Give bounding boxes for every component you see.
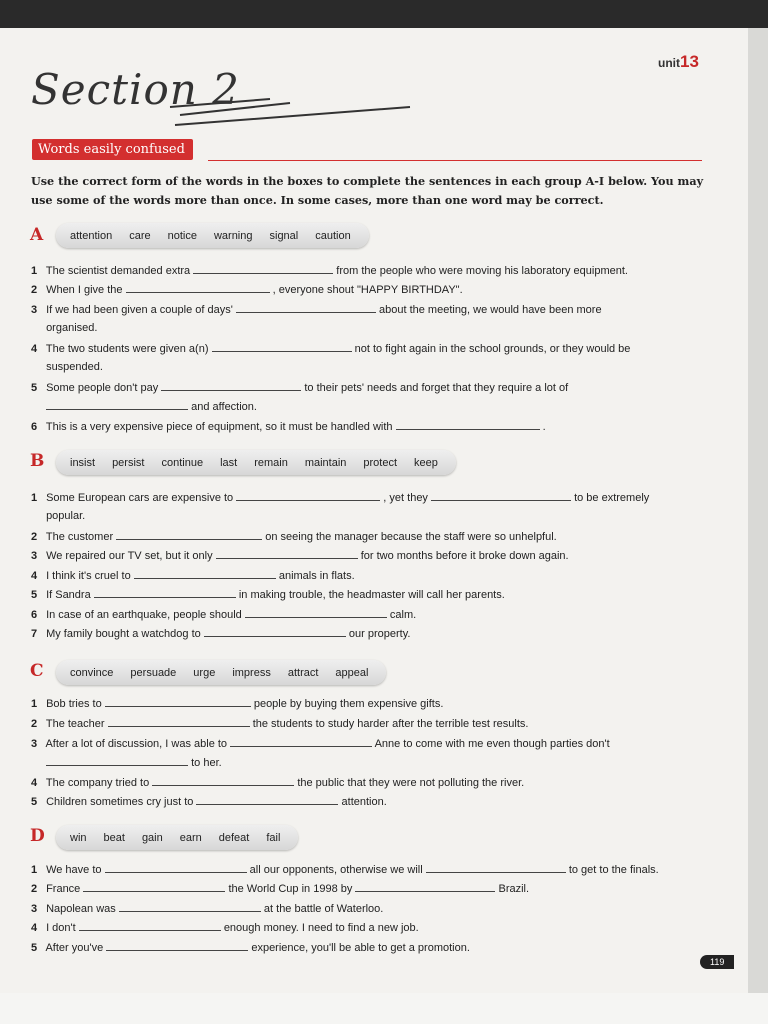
sentence-number: 1: [31, 492, 38, 504]
sentence-number: 5: [31, 589, 38, 601]
sentence-number: 6: [31, 609, 38, 621]
sentence-text: experience, you'll be able to get a promotion.: [251, 942, 470, 954]
sentence-text: Anne to come with me even though parties don't: [374, 738, 610, 750]
sentence-a1: [31, 264, 628, 278]
sentence-text: the World Cup in 1998 by: [228, 883, 353, 895]
sentence-text: Some European cars are expensive to: [46, 492, 234, 504]
sentence-a4: [31, 342, 630, 356]
answer-blank[interactable]: [152, 776, 294, 786]
sentence-text: , everyone shout "HAPPY BIRTHDAY".: [272, 284, 463, 296]
answer-blank[interactable]: [216, 549, 358, 559]
sentence-d1: [31, 863, 659, 877]
sentence-text: Brazil.: [498, 883, 530, 895]
sentence-number: 5: [31, 942, 38, 954]
answer-blank[interactable]: [161, 381, 301, 391]
word: continue: [161, 456, 204, 469]
sentence-text: attention.: [341, 796, 387, 808]
sentence-text: I think it's cruel to: [46, 570, 131, 582]
sentence-text: After you've: [45, 942, 104, 954]
sentence-text: the students to study harder after the terrible test results.: [252, 718, 529, 730]
sentence-number: 3: [31, 738, 38, 750]
sentence-number: 4: [31, 570, 38, 582]
answer-blank[interactable]: [126, 283, 270, 293]
answer-blank[interactable]: [79, 921, 221, 931]
sentence-number: 4: [31, 777, 38, 789]
answer-blank[interactable]: [46, 400, 188, 410]
group-letter-a: A: [30, 225, 44, 245]
sentence-text: and affection.: [191, 401, 257, 413]
sentence-text: After a lot of discussion, I was able to: [45, 738, 228, 750]
sentence-text: Some people don't pay: [46, 382, 159, 394]
sentence-b7: [31, 627, 410, 641]
sentence-text: not to fight again in the school grounds, or they would be: [354, 343, 631, 355]
sentence-text: about the meeting, we would have been more: [378, 304, 602, 316]
sentence-b2: [31, 530, 557, 544]
answer-blank[interactable]: [426, 863, 566, 873]
sentence-text: people by buying them expensive gifts.: [253, 698, 444, 710]
answer-blank[interactable]: [94, 588, 236, 598]
sentence-text: This is a very expensive piece of equipment, so it must be handled with: [45, 421, 393, 433]
sentence-text: If we had been given a couple of days': [46, 304, 233, 316]
sentence-text: The customer: [45, 531, 114, 543]
divider-rule: [208, 160, 702, 161]
sentence-text: My family bought a watchdog to: [46, 628, 201, 640]
word: persist: [112, 456, 145, 469]
answer-blank[interactable]: [116, 530, 262, 540]
page-edge: [748, 28, 768, 993]
sentence-text: calm.: [389, 609, 417, 621]
page-bottom-margin: [0, 993, 768, 1024]
answer-blank[interactable]: [230, 737, 372, 747]
sentence-number: 2: [31, 883, 38, 895]
word-box-d: [56, 825, 298, 850]
answer-blank[interactable]: [396, 420, 540, 430]
sentence-number: 2: [31, 531, 38, 543]
sentence-text: in making trouble, the headmaster will call her parents.: [238, 589, 505, 601]
sentence-text: at the battle of Waterloo.: [263, 903, 384, 915]
sentence-text: If Sandra: [46, 589, 91, 601]
word: earn: [179, 831, 202, 844]
word: defeat: [218, 831, 250, 844]
sentence-number: 2: [31, 284, 38, 296]
word: win: [70, 831, 87, 844]
group-letter-c: C: [30, 661, 44, 681]
sentence-c1: [31, 697, 443, 711]
topic-tag: Words easily confused: [32, 139, 193, 160]
answer-blank[interactable]: [193, 264, 333, 274]
sentence-b1-cont: [31, 510, 85, 523]
sentence-text: to be extremely: [574, 492, 650, 504]
sentence-text: The company tried to: [45, 777, 150, 789]
sentence-c4: [31, 776, 524, 790]
sentence-a4-cont: [31, 361, 103, 374]
unit-label: [658, 52, 699, 72]
instructions-text: Use the correct form of the words in the boxes to complete the sentences in each group A-I below. You may use some of the words more than once. In some cases, more than one word may be correct.: [31, 174, 704, 207]
sentence-number: 4: [31, 343, 38, 355]
answer-blank[interactable]: [245, 608, 387, 618]
word: appeal: [335, 666, 369, 679]
group-letter-b: B: [30, 451, 45, 471]
answer-blank[interactable]: [119, 902, 261, 912]
word: impress: [232, 666, 271, 679]
sentence-number: 3: [31, 550, 38, 562]
sentence-number: 6: [31, 421, 38, 433]
sentence-text: on seeing the manager because the staff were so unhelpful.: [265, 531, 557, 543]
sentence-text: enough money. I need to find a new job.: [223, 922, 419, 934]
sentence-number: 1: [31, 265, 38, 277]
word-box-c: [56, 660, 386, 685]
word: beat: [103, 831, 125, 844]
word: remain: [254, 456, 288, 469]
page-number: 119: [700, 955, 734, 969]
sentence-text: Napolean was: [46, 903, 116, 915]
word: protect: [363, 456, 398, 469]
sentence-c5: [31, 795, 387, 809]
sentence-number: 5: [31, 796, 38, 808]
sentence-d5: [31, 941, 470, 955]
sentence-text: organised.: [46, 322, 98, 334]
sentence-b6: [31, 608, 416, 622]
unit-number: 13: [680, 52, 699, 71]
sentence-text: to their pets' needs and forget that they require a lot of: [304, 382, 569, 394]
sentence-b3: [31, 549, 569, 563]
word: gain: [141, 831, 163, 844]
sentence-b5: [31, 588, 505, 602]
sentence-text: We have to: [46, 864, 102, 876]
sentence-text: The scientist demanded extra: [45, 265, 191, 277]
word: signal: [269, 229, 299, 242]
answer-blank[interactable]: [212, 342, 352, 352]
sentence-text: Children sometimes cry just to: [46, 796, 194, 808]
sentence-c3-cont: [31, 756, 222, 770]
sentence-text: to get to the finals.: [568, 864, 659, 876]
sentence-number: 5: [31, 382, 38, 394]
sentence-number: 3: [31, 903, 38, 915]
sentence-text: France: [46, 883, 81, 895]
sentence-number: 7: [31, 628, 38, 640]
word: attract: [287, 666, 319, 679]
sentence-text: popular.: [46, 510, 86, 522]
sentence-text: our property.: [348, 628, 411, 640]
sentence-text: , yet they: [383, 492, 428, 504]
answer-blank[interactable]: [204, 627, 346, 637]
sentence-c2: [31, 717, 528, 731]
answer-blank[interactable]: [196, 795, 338, 805]
sentence-a5-cont: [31, 400, 257, 414]
word: warning: [213, 229, 253, 242]
sentence-text: all our opponents, otherwise we will: [249, 864, 423, 876]
word: last: [220, 456, 238, 469]
group-letter-d: D: [30, 826, 45, 846]
sentence-number: 1: [31, 864, 38, 876]
sentence-text: to her.: [191, 757, 222, 769]
word: maintain: [304, 456, 347, 469]
sentence-text: The two students were given a(n): [45, 343, 209, 355]
sentence-b4: [31, 569, 355, 583]
unit-word: unit: [658, 56, 680, 70]
title-underline-scribble: [160, 95, 420, 135]
sentence-text: The teacher: [45, 718, 105, 730]
answer-blank[interactable]: [106, 941, 248, 951]
sentence-text: Bob tries to: [46, 698, 102, 710]
answer-blank[interactable]: [105, 697, 251, 707]
answer-blank[interactable]: [236, 491, 380, 501]
sentence-a3: [31, 303, 602, 317]
sentence-d2: [31, 882, 529, 896]
word: convince: [70, 666, 114, 679]
sentence-text: .: [542, 421, 546, 433]
word: care: [129, 229, 151, 242]
answer-blank[interactable]: [236, 303, 376, 313]
word: fail: [266, 831, 281, 844]
section-title: Section 2: [31, 65, 240, 114]
word: keep: [414, 456, 438, 469]
sentence-a6: [31, 420, 546, 434]
sentence-text: from the people who were moving his laboratory equipment.: [336, 265, 628, 277]
sentence-b1: [31, 491, 649, 505]
sentence-text: We repaired our TV set, but it only: [46, 550, 213, 562]
answer-blank[interactable]: [431, 491, 571, 501]
sentence-number: 2: [31, 718, 38, 730]
sentence-c3: [31, 737, 610, 751]
sentence-text: In case of an earthquake, people should: [46, 609, 242, 621]
sentence-a5: [31, 381, 568, 395]
answer-blank[interactable]: [83, 882, 225, 892]
sentence-text: the public that they were not polluting the river.: [297, 777, 525, 789]
sentence-d3: [31, 902, 383, 916]
answer-blank[interactable]: [46, 756, 188, 766]
word: persuade: [130, 666, 177, 679]
sentence-text: When I give the: [46, 284, 123, 296]
sentence-d4: [31, 921, 419, 935]
word: caution: [315, 229, 351, 242]
answer-blank[interactable]: [134, 569, 276, 579]
word-box-b: [56, 450, 456, 475]
word: notice: [167, 229, 197, 242]
sentence-text: animals in flats.: [278, 570, 355, 582]
sentence-number: 1: [31, 698, 38, 710]
sentence-text: for two months before it broke down again.: [360, 550, 569, 562]
word: attention: [70, 229, 113, 242]
word: insist: [70, 456, 96, 469]
sentence-number: 4: [31, 922, 38, 934]
sentence-number: 3: [31, 304, 38, 316]
sentence-text: suspended.: [46, 361, 103, 373]
word: urge: [193, 666, 216, 679]
answer-blank[interactable]: [355, 882, 495, 892]
answer-blank[interactable]: [105, 863, 247, 873]
sentence-text: I don't: [46, 922, 76, 934]
sentence-a3-cont: [31, 322, 97, 335]
word-box-a: [56, 223, 369, 248]
answer-blank[interactable]: [108, 717, 250, 727]
sentence-a2: [31, 283, 463, 297]
